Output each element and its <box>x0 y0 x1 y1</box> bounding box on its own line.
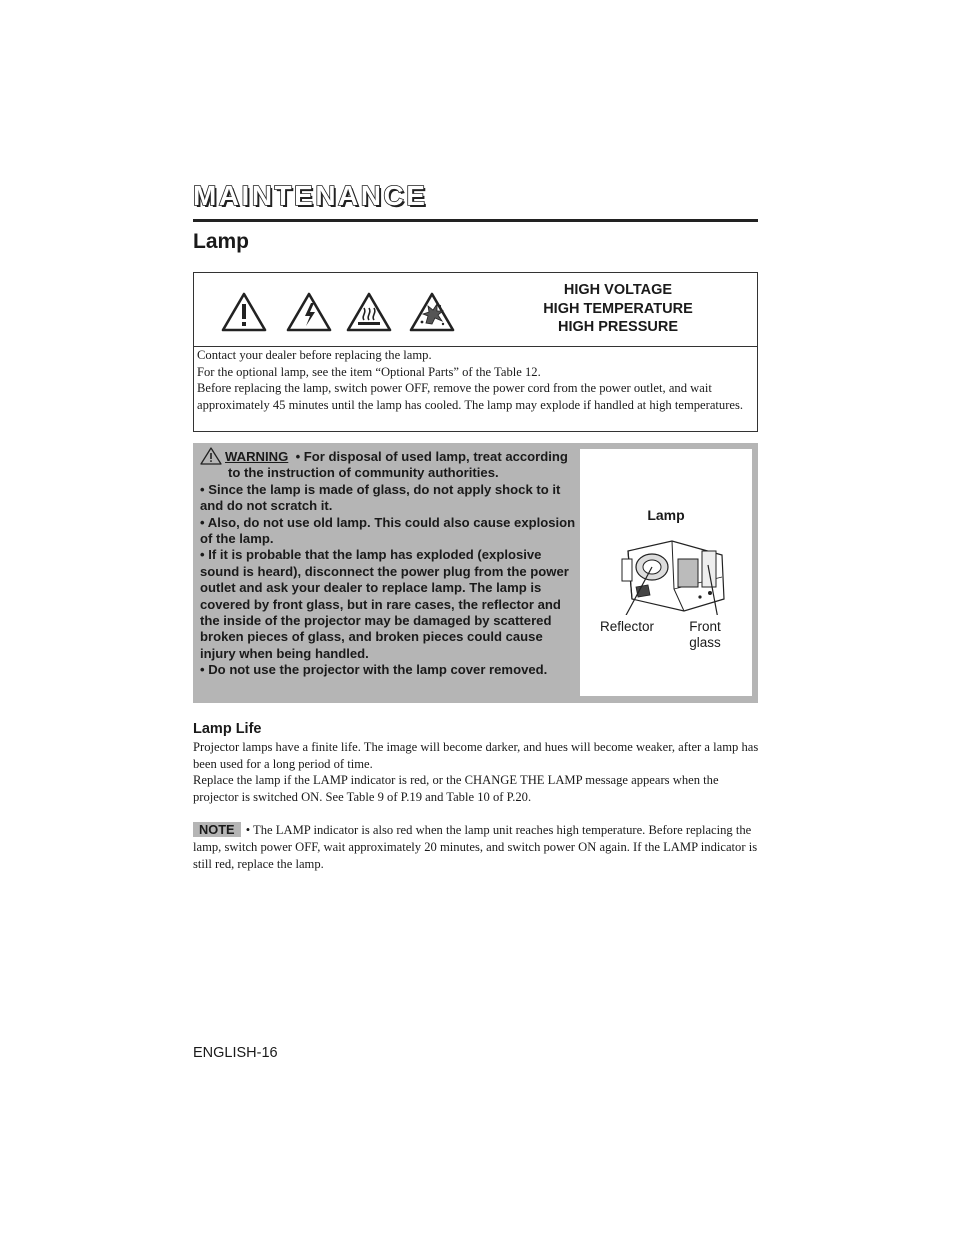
note-text: • The LAMP indicator is also red when the lamp unit reaches high temperature. Before replacing the lamp, switch power OFF, wait approximately 20 minutes, and switch power ON again. If the LAMP indicator is still red, replace the lamp. <box>193 823 758 871</box>
note-label: NOTE <box>193 822 241 837</box>
figure-title: Lamp <box>647 507 685 523</box>
lamp-unit-illustration <box>614 537 730 615</box>
explosion-icon <box>409 292 455 332</box>
caution-line: Contact your dealer before replacing the lamp. <box>197 348 432 362</box>
exclamation-warning-icon <box>221 292 267 332</box>
warning-bullet: • Also, do not use old lamp. This could also cause explosion of the lamp. <box>200 514 576 547</box>
hot-surface-icon <box>346 292 392 332</box>
hazard-high-pressure: HIGH PRESSURE <box>557 319 679 335</box>
hazard-high-voltage: HIGH VOLTAGE <box>563 282 673 298</box>
hazard-list <box>504 281 732 337</box>
reflector-label: Reflector <box>600 619 655 634</box>
title-divider <box>193 219 758 222</box>
warning-bullet: • If it is probable that the lamp has exploded (explosive sound is heard), disconnect the power plug from the power outlet and ask your dealer to replace lamp. The lamp is covered by front glass, but in rare cases, the reflector and the inside of the projector may be damaged by scattered broken pieces of glass, and broken pieces could cause injury when being handled. <box>200 547 569 661</box>
page-number: ENGLISH-16 <box>193 1045 278 1061</box>
front-glass-label: Front glass <box>689 619 721 650</box>
caution-line: Before replacing the lamp, switch power OFF, remove the power cord from the power outlet, and wait approximately 45 minutes until the lamp has cooled. The lamp may explode if handled at high temperatures. <box>197 381 744 412</box>
electric-shock-icon <box>286 292 332 332</box>
warning-label: WARNING <box>225 449 289 464</box>
lamp-life-paragraph: Projector lamps have a finite life. The image will become darker, and hues will become weaker, after a lamp has been used for a long period of time. <box>193 740 759 771</box>
hazard-high-temperature: HIGH TEMPERATURE <box>543 300 693 317</box>
warning-bullet: • Since the lamp is made of glass, do not apply shock to it and do not scratch it. <box>200 481 561 514</box>
note-block <box>193 822 759 872</box>
page-title: MAINTENANCE <box>193 180 428 211</box>
caution-box <box>193 272 758 432</box>
caution-header <box>194 273 757 347</box>
warning-first-line <box>200 447 580 482</box>
warning-text <box>200 447 580 679</box>
lamp-life-paragraph: Replace the lamp if the LAMP indicator is red, or the CHANGE THE LAMP message appears when the projector is switched ON. See Table 9 of P.19 and Table 10 of P.20. <box>193 773 719 804</box>
warning-icon <box>200 447 222 465</box>
warning-bullet: • Do not use the projector with the lamp cover removed. <box>200 662 548 678</box>
lamp-life-heading: Lamp Life <box>193 721 262 737</box>
lamp-life-text <box>193 739 759 805</box>
warning-block <box>193 443 758 703</box>
caution-text <box>197 347 755 413</box>
section-title: Lamp <box>193 230 250 253</box>
caution-line: For the optional lamp, see the item “Optional Parts” of the Table 12. <box>197 364 541 379</box>
warning-bullet: • For disposal of used lamp, treat according to the instruction of community authorities. <box>228 449 568 481</box>
lamp-figure <box>580 449 752 696</box>
